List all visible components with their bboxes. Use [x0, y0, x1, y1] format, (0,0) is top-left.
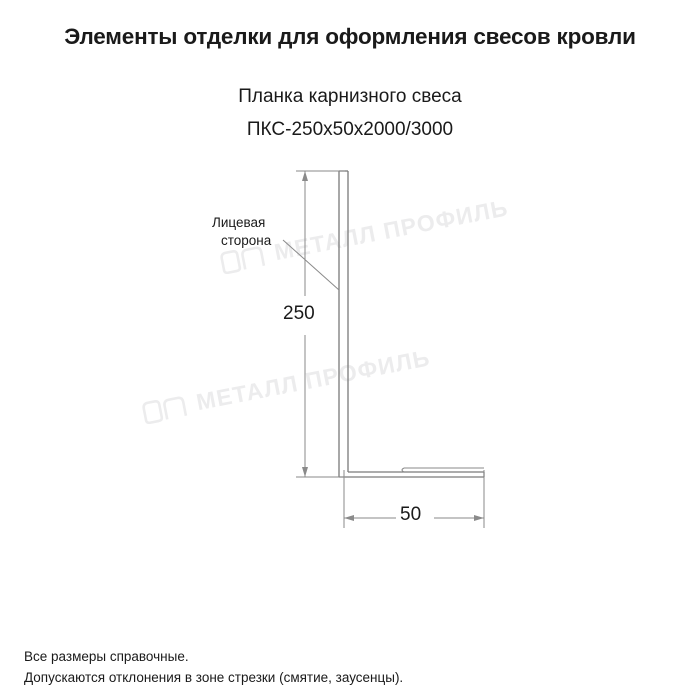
dimension-label-height: 250: [283, 303, 315, 324]
footer-note-1: Все размеры справочные.: [24, 649, 189, 664]
watermark-text: МЕТАЛЛ ПРОФИЛЬ: [272, 194, 511, 266]
product-name: Планка карнизного свеса: [238, 86, 462, 107]
callout-label-line1: Лицевая: [212, 215, 266, 230]
dimension-label-width: 50: [400, 504, 422, 525]
profile-outline: [339, 171, 484, 477]
callout-leader-line: [283, 240, 339, 290]
page-title: Элементы отделки для оформления свесов кровли: [64, 24, 636, 49]
footer-note-2: Допускаются отклонения в зоне стрезки (смятие, заусенцы).: [24, 670, 404, 685]
product-code: ПКС-250х50х2000/3000: [246, 119, 454, 140]
watermark-text: МЕТАЛЛ ПРОФИЛЬ: [194, 344, 433, 416]
callout-label-line2: сторона: [221, 233, 272, 248]
